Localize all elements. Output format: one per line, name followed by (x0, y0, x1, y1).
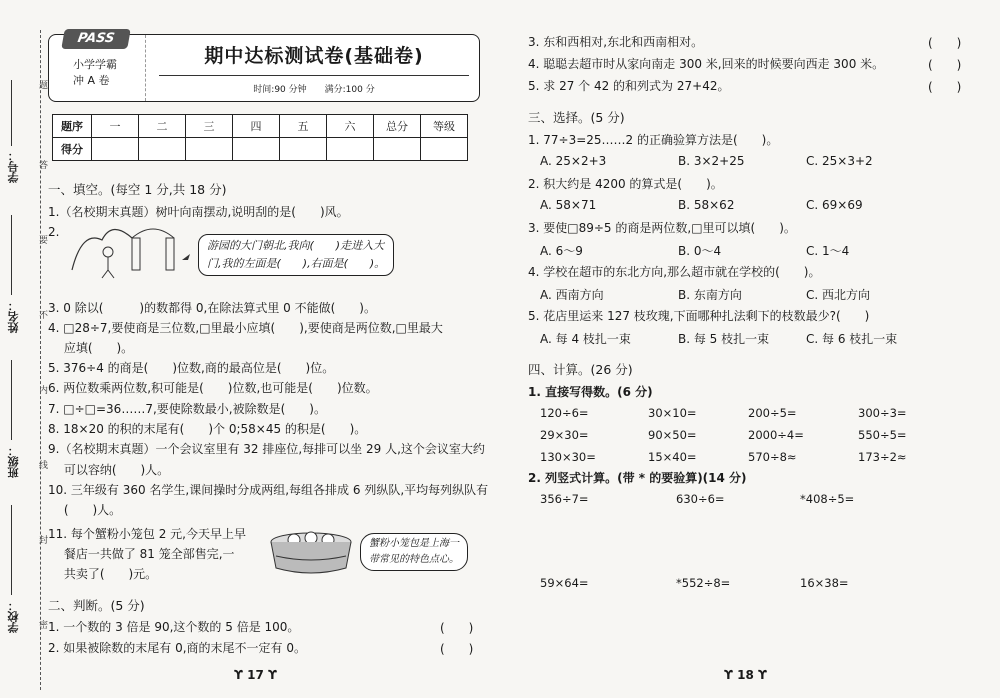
choice-option[interactable]: B. 每 5 枝扎一束 (678, 332, 770, 346)
fill-question: 应填( )。 (48, 341, 134, 355)
score-row-label: 得分 (53, 138, 92, 161)
choice-question: 5. 花店里运来 127 枝玫瑰,下面哪种扎法剩下的枝数最少?( ) (528, 309, 870, 323)
cut-line (40, 30, 41, 690)
score-cell[interactable] (374, 138, 421, 161)
bubble-q11-line2: 带常见的特色点心。 (369, 554, 459, 565)
direct-calc-item[interactable]: 120÷6= (540, 406, 589, 420)
choice-option[interactable]: B. 0～4 (678, 244, 722, 258)
class-line (11, 360, 12, 440)
page-number-right (724, 668, 767, 682)
score-cell[interactable] (186, 138, 233, 161)
exam-header (48, 31, 480, 102)
seam-char: 答 (37, 160, 47, 169)
score-table (52, 114, 468, 161)
answer-paren[interactable]: ( ) (440, 621, 474, 635)
judge-question: 1. 一个数的 3 倍是 90,这个数的 5 倍是 100。 (48, 620, 300, 634)
score-cell[interactable] (421, 138, 468, 161)
vertical-calc-item[interactable]: *408÷5= (800, 492, 855, 506)
brand-text (59, 57, 159, 89)
vertical-calc-item[interactable]: *552÷8= (676, 576, 731, 590)
score-header-cell: 二 (139, 115, 186, 138)
header-divider (145, 35, 147, 101)
student-id-label: 学号： (7, 150, 20, 183)
speech-bubble-q11 (360, 533, 468, 571)
direct-calc-item[interactable]: 130×30= (540, 450, 596, 464)
choice-option[interactable]: A. 58×71 (540, 198, 597, 212)
direct-calc-item[interactable]: 90×50= (648, 428, 697, 442)
choice-option[interactable]: B. 3×2+25 (678, 154, 745, 168)
score-cell[interactable] (139, 138, 186, 161)
binding-strip (0, 0, 46, 698)
direct-calc-item[interactable]: 29×30= (540, 428, 589, 442)
fill-question: 11. 每个蟹粉小笼包 2 元,今天早上早 (48, 527, 246, 541)
direct-calc-item[interactable]: 550÷5= (858, 428, 907, 442)
judge-question: 2. 如果被除数的末尾有 0,商的末尾不一定有 0。 (48, 641, 306, 655)
calc-sub1-title: 1. 直接写得数。(6 分) (528, 385, 653, 399)
direct-calc-item[interactable]: 2000÷4= (748, 428, 804, 442)
answer-paren[interactable]: ( ) (928, 80, 962, 94)
seam-char: 题 (37, 80, 47, 89)
choice-option[interactable]: C. 西北方向 (806, 288, 871, 302)
page-number-text: 17 (247, 668, 264, 682)
bubble-q11-line1: 蟹粉小笼包是上海一 (369, 538, 459, 549)
choice-option[interactable]: C. 69×69 (806, 198, 863, 212)
seam-char: 内 (37, 385, 47, 394)
vertical-calc-item[interactable]: 59×64= (540, 576, 589, 590)
judge-question: 3. 东和西相对,东北和西南相对。 (528, 35, 704, 49)
choice-option[interactable]: A. 25×2+3 (540, 154, 607, 168)
direct-calc-item[interactable]: 300÷3= (858, 406, 907, 420)
left-page (48, 0, 488, 698)
fill-question: 9.（名校期末真题）一个会议室里有 32 排座位,每排可以坐 29 人,这个会议室大约 (48, 442, 485, 456)
score-header-cell: 四 (233, 115, 280, 138)
score-header-cell: 题序 (53, 115, 92, 138)
choice-option[interactable]: C. 25×3+2 (806, 154, 873, 168)
sprout-icon: ϒ (724, 668, 733, 682)
brand-line1: 小学学霸 (73, 58, 117, 71)
fill-question: ( )人。 (48, 503, 122, 517)
bubble-q2-line2: 门,我的左面是( ),右面是( )。 (207, 257, 386, 270)
vertical-calc-item[interactable]: 630÷6= (676, 492, 725, 506)
right-page (528, 0, 988, 698)
school-label: 学校： (7, 600, 20, 633)
score-header-cell: 六 (327, 115, 374, 138)
exam-title: 期中达标测试卷(基础卷) (204, 45, 424, 67)
bubble-q2-line1: 游园的大门朝北,我向( )走进入大 (207, 239, 385, 252)
direct-calc-item[interactable]: 570÷8≈ (748, 450, 797, 464)
direct-calc-item[interactable]: 200÷5= (748, 406, 797, 420)
vertical-calc-item[interactable]: 16×38= (800, 576, 849, 590)
student-id-line (11, 80, 12, 146)
fill-question: 可以容纳( )人。 (48, 463, 170, 477)
section-choice-title: 三、选择。(5 分) (528, 110, 625, 125)
page-number-left (234, 668, 277, 682)
steamer-basket-illustration (266, 528, 356, 578)
section-judge-title: 二、判断。(5 分) (48, 598, 145, 613)
answer-paren[interactable]: ( ) (440, 642, 474, 656)
fill-question: 8. 18×20 的积的末尾有( )个 0;58×45 的积是( )。 (48, 422, 367, 436)
choice-option[interactable]: A. 西南方向 (540, 288, 604, 302)
judge-question: 5. 求 27 个 42 的和列式为 27+42。 (528, 79, 730, 93)
brand-line2: 冲 A 卷 (73, 74, 110, 87)
fill-question: 餐店一共做了 81 笼全部售完,一 (48, 547, 235, 561)
seam-char: 要 (37, 235, 47, 244)
seam-char: 密 (37, 620, 47, 629)
choice-question: 1. 77÷3=25……2 的正确验算方法是( )。 (528, 133, 779, 147)
section-fill-title: 一、填空。(每空 1 分,共 18 分) (48, 182, 227, 197)
fill-question: 4. □28÷7,要使商是三位数,□里最小应填( ),要使商是两位数,□里最大 (48, 321, 443, 335)
school-line (11, 505, 12, 595)
choice-option[interactable]: A. 6～9 (540, 244, 583, 258)
judge-question: 4. 聪聪去超市时从家向南走 300 米,回来的时候要向西走 300 米。 (528, 57, 885, 71)
fill-question: 3. 0 除以( )的数都得 0,在除法算式里 0 不能做( )。 (48, 301, 376, 315)
title-underline (159, 75, 469, 76)
score-header-cell: 总分 (374, 115, 421, 138)
score-header-cell: 一 (92, 115, 139, 138)
pass-logo: PASS (61, 29, 131, 49)
calc-sub2-title: 2. 列竖式计算。(带 * 的要验算)(14 分) (528, 471, 747, 485)
fill-question: 共卖了( )元。 (48, 567, 158, 581)
score-cell[interactable] (327, 138, 374, 161)
sprout-icon: ϒ (234, 668, 243, 682)
sprout-icon: ϒ (758, 668, 767, 682)
score-header-row (53, 115, 468, 138)
name-label: 姓名： (7, 300, 20, 333)
score-header-cell: 等级 (421, 115, 468, 138)
fill-question: 6. 两位数乘两位数,积可能是( )位数,也可能是( )位数。 (48, 381, 378, 395)
seam-char: 线 (37, 460, 47, 469)
choice-option[interactable]: C. 1～4 (806, 244, 850, 258)
direct-calc-item[interactable]: 173÷2≈ (858, 450, 907, 464)
choice-option[interactable]: B. 58×62 (678, 198, 735, 212)
park-gate-illustration (62, 220, 192, 280)
fill-question: 10. 三年级有 360 名学生,课间操时分成两组,每组各排成 6 列纵队,平均每列纵队有 (48, 483, 489, 497)
exam-meta: 时间:90 分钟 满分:100 分 (253, 85, 375, 95)
fill-question: 1.（名校期末真题）树叶向南摆动,说明刮的是( )风。 (48, 205, 349, 219)
score-row (53, 138, 468, 161)
answer-paren[interactable]: ( ) (928, 36, 962, 50)
speech-bubble-q2 (198, 234, 394, 276)
section-calc-title: 四、计算。(26 分) (528, 362, 633, 377)
fill-question: 2. (48, 225, 60, 239)
score-cell[interactable] (280, 138, 327, 161)
direct-calc-item[interactable]: 30×10= (648, 406, 697, 420)
seam-char: 封 (37, 535, 47, 544)
choice-question: 3. 要使□89÷5 的商是两位数,□里可以填( )。 (528, 221, 796, 235)
choice-question: 4. 学校在超市的东北方向,那么超市就在学校的( )。 (528, 265, 821, 279)
answer-paren[interactable]: ( ) (928, 58, 962, 72)
score-cell[interactable] (92, 138, 139, 161)
direct-calc-item[interactable]: 15×40= (648, 450, 697, 464)
page-number-text: 18 (737, 668, 754, 682)
choice-question: 2. 积大约是 4200 的算式是( )。 (528, 177, 723, 191)
score-header-cell: 三 (186, 115, 233, 138)
score-header-cell: 五 (280, 115, 327, 138)
score-cell[interactable] (233, 138, 280, 161)
class-label: 班级： (7, 445, 20, 478)
choice-option[interactable]: A. 每 4 枝扎一束 (540, 332, 631, 346)
vertical-calc-item[interactable]: 356÷7= (540, 492, 589, 506)
choice-option[interactable]: C. 每 6 枝扎一束 (806, 332, 898, 346)
choice-option[interactable]: B. 东南方向 (678, 288, 742, 302)
fill-question: 5. 376÷4 的商是( )位数,商的最高位是( )位。 (48, 361, 335, 375)
name-line (11, 215, 12, 295)
fill-question: 7. □÷□=36……7,要使除数最小,被除数是( )。 (48, 402, 326, 416)
sprout-icon: ϒ (268, 668, 277, 682)
seam-char: 不 (37, 310, 47, 319)
